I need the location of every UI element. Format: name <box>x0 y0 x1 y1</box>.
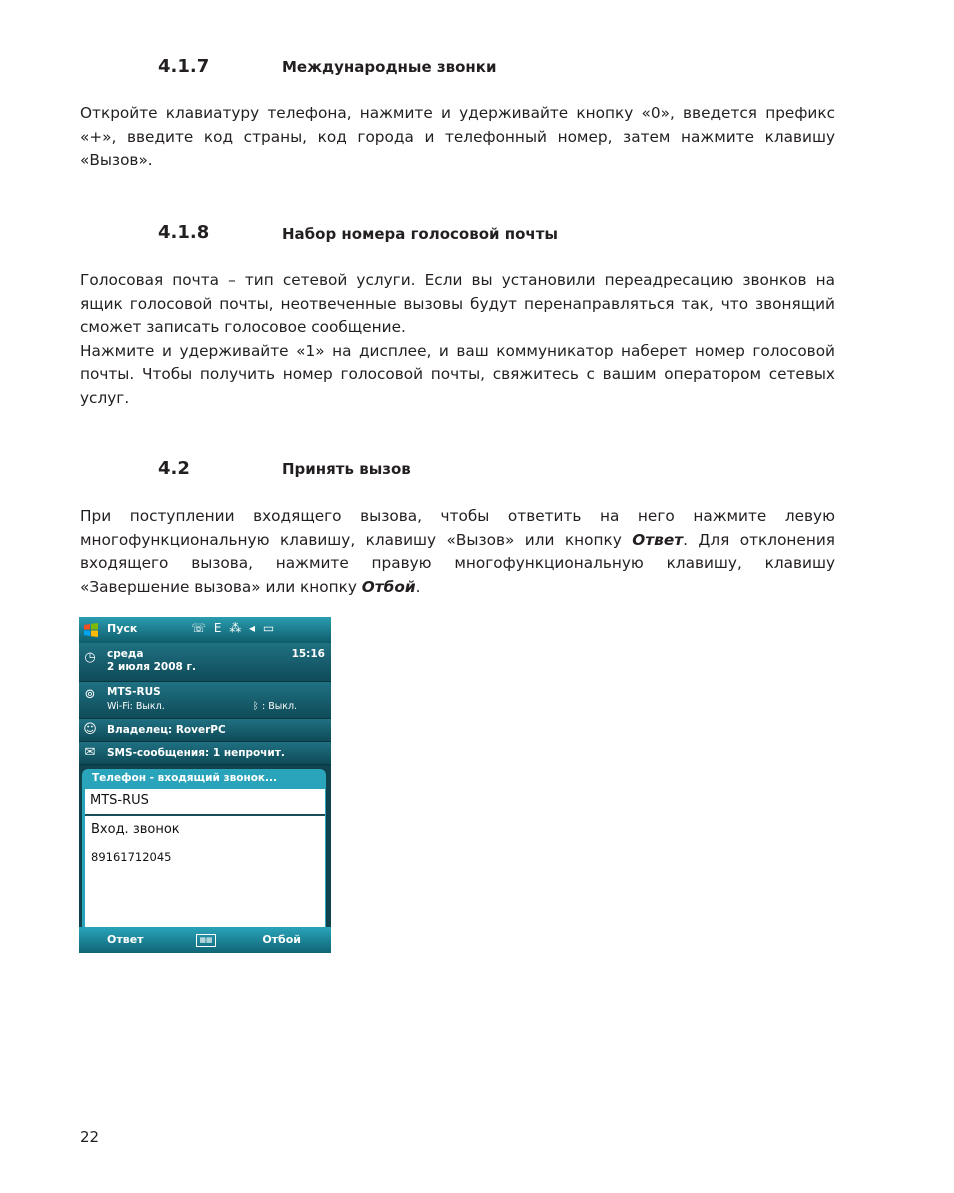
caller-number: 89161712045 <box>91 850 172 864</box>
paragraph-text: При поступлении входящего вызова, чтобы ответить на него нажмите левую многофункциональную клавишу, клавишу «Вызов» или кнопку <box>80 507 835 549</box>
reject-softkey[interactable]: Отбой <box>262 933 301 946</box>
paragraph-text: . <box>415 577 421 596</box>
caller-operator: MTS-RUS <box>90 793 149 808</box>
section-body <box>80 505 835 599</box>
keyboard-icon[interactable]: ▦▦ <box>196 934 216 947</box>
today-date-row[interactable] <box>79 643 331 682</box>
bluetooth-icon: ᛒ <box>253 701 259 712</box>
section-number: 4.1.7 <box>158 56 210 77</box>
paragraph: Голосовая почта – тип сетевой услуги. Если вы установили переадресацию звонков на ящик голосовой почты, неотвеченные вызовы будут перенаправляться так, что звонящий сможет записать голосовое сообщение. <box>80 271 835 337</box>
time: 15:16 <box>291 648 325 660</box>
sms-row[interactable] <box>79 742 331 765</box>
answer-term: Ответ <box>632 530 684 549</box>
section-title: Принять вызов <box>282 460 411 478</box>
page-number: 22 <box>80 1128 100 1146</box>
date: 2 июля 2008 г. <box>107 661 196 673</box>
section-body <box>80 102 835 173</box>
section-title: Набор номера голосовой почты <box>282 225 558 243</box>
owner-icon: ☺ <box>83 722 97 737</box>
sms-count: SMS-сообщения: 1 непрочит. <box>107 747 285 759</box>
envelope-icon: ✉ <box>84 745 96 760</box>
bluetooth-status: : Выкл. <box>262 701 298 712</box>
paragraph <box>80 505 835 599</box>
section-title: Международные звонки <box>282 58 497 76</box>
owner-name: Владелец: RoverPC <box>107 724 226 736</box>
call-heading: Вход. звонок <box>91 822 180 837</box>
paragraph: Нажмите и удерживайте «1» на дисплее, и ваш коммуникатор наберет номер голосовой почты. Чтобы получить номер голосовой почты, свяжитесь с вашим оператором сетевых услуг. <box>80 341 835 407</box>
network-row[interactable] <box>79 682 331 719</box>
softkey-bar <box>79 927 331 953</box>
answer-softkey[interactable]: Ответ <box>107 933 144 946</box>
wifi-status: Wi-Fi: Выкл. <box>107 701 165 712</box>
paragraph: Откройте клавиатуру телефона, нажмите и удерживайте кнопку «0», введется префикс «+», введите код страны, код города и телефонный номер, затем нажмите клавишу «Вызов». <box>80 104 835 170</box>
clock-icon: ◷ <box>84 650 96 665</box>
windows-flag-icon[interactable] <box>83 622 99 638</box>
title-bar <box>79 617 331 643</box>
status-icons[interactable]: ☏ Е ⁂ ◂ ▭ <box>191 621 277 635</box>
caller-operator-field <box>85 789 325 816</box>
owner-row[interactable] <box>79 719 331 742</box>
call-info <box>85 816 325 927</box>
phone-screenshot <box>79 617 331 953</box>
section-number: 4.2 <box>158 458 190 479</box>
section-number: 4.1.8 <box>158 222 210 243</box>
reject-term: Отбой <box>361 577 416 596</box>
section-body <box>80 269 835 411</box>
paragraph-text: . Для отклонения входящего вызова, нажмите правую многофункциональную клавишу, клавишу «Завершение вызова» или кнопку <box>80 530 835 596</box>
dialog-title: Телефон - входящий звонок... <box>92 772 278 784</box>
operator-name: MTS-RUS <box>107 686 161 698</box>
incoming-call-dialog <box>82 769 326 927</box>
antenna-icon: ⊚ <box>84 687 96 702</box>
weekday: среда <box>107 648 144 660</box>
start-menu-label[interactable]: Пуск <box>107 622 138 635</box>
